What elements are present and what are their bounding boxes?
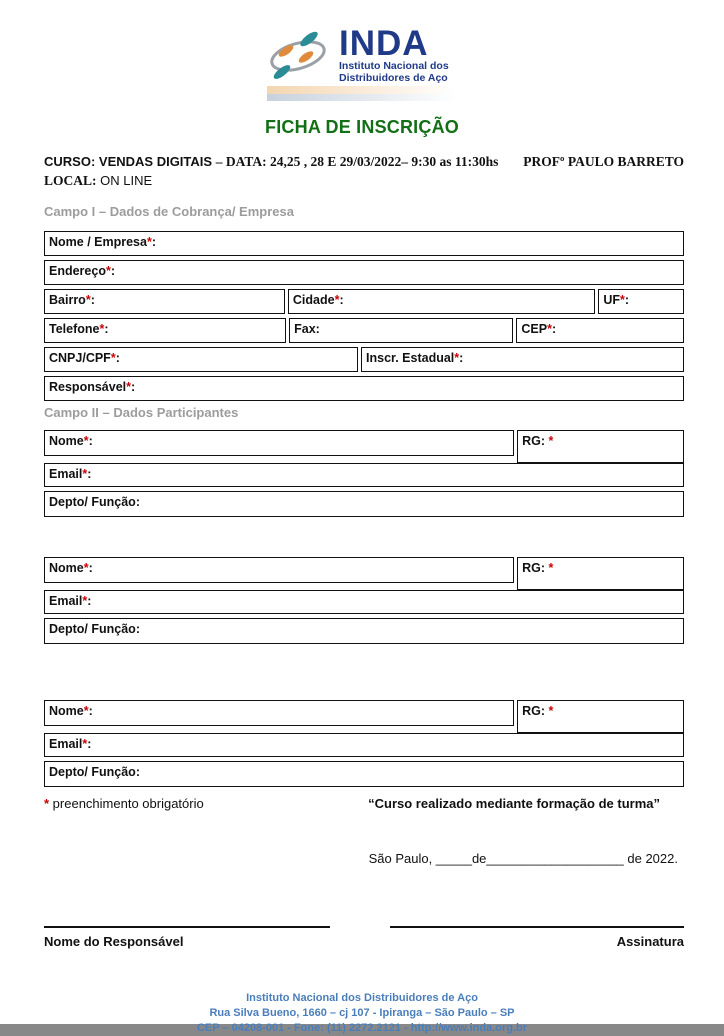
field-nome: Nome*: [44,430,514,456]
required-asterisk: * [548,561,554,575]
field-cidade: Cidade*: [288,289,595,314]
logo-text [339,24,449,84]
signature-labels [44,934,684,949]
table-row [44,347,684,372]
campo2-header: Campo II – Dados Participantes [44,405,239,420]
field-nome: Nome*: [44,557,514,583]
required-asterisk: * [110,351,116,365]
table-row [44,761,684,787]
required-asterisk: * [146,235,152,249]
campo1-table [44,231,684,401]
professor-name: PROFº PAULO BARRETO [523,154,684,169]
footnote-row [44,796,660,811]
table-row [44,590,684,614]
field-nome: Nome*: [44,700,514,726]
field-endereco: Endereço*: [44,260,684,285]
required-asterisk: * [334,293,340,307]
field-cep: CEP*: [516,318,684,343]
table-row [44,260,684,285]
required-note: * preenchimento obrigatório [44,796,204,811]
required-asterisk: * [82,737,88,751]
participant-block [44,430,684,517]
field-email: Email*: [44,463,684,487]
signature-label-right: Assinatura [616,934,684,949]
footer-line-2: Rua Silva Bueno, 1660 – cj 107 - Ipiranga – São Paulo – SP [209,1007,515,1019]
table-row [44,231,684,256]
required-asterisk: * [82,594,88,608]
course-info [44,152,684,191]
table-row [44,557,684,583]
required-asterisk: * [44,796,50,811]
field-bairro: Bairro*: [44,289,285,314]
table-row [44,618,684,644]
participant-block [44,700,684,787]
field-responsavel: Responsável*: [44,376,684,401]
inda-logo-icon [267,29,331,83]
field-fax: Fax: [289,318,513,343]
field-telefone: Telefone*: [44,318,286,343]
required-asterisk: * [83,561,89,575]
required-asterisk: * [83,704,89,718]
field-email: Email*: [44,590,684,614]
field-inscr-estadual: Inscr. Estadual*: [361,347,684,372]
field-cnpj-cpf: CNPJ/CPF*: [44,347,358,372]
table-row [44,733,684,757]
table-row [44,318,684,343]
table-row [44,430,684,456]
table-row [44,700,684,726]
required-asterisk: * [454,351,460,365]
field-email: Email*: [44,733,684,757]
field-depto-funcao: Depto/ Função: [44,761,684,787]
footer-line-3: CEP – 04208-001 - Fone: (11) 2272.2121 - http://www.inda.org.br [196,1022,528,1034]
field-uf: UF*: [598,289,684,314]
campo1-header: Campo I – Dados de Cobrança/ Empresa [44,204,294,219]
required-asterisk: * [620,293,625,307]
table-row [44,376,684,401]
table-row [44,491,684,517]
logo-name: INDA [339,24,429,63]
field-rg: RG: * [517,700,684,733]
required-asterisk: * [105,264,111,278]
field-depto-funcao: Depto/ Função: [44,618,684,644]
required-asterisk: * [548,704,554,718]
local-value: ON LINE [100,173,153,188]
inda-logo [267,24,457,101]
date-line: São Paulo, _____de___________________ de 2022. [368,851,678,866]
required-asterisk: * [82,467,88,481]
table-row [44,289,684,314]
curso-label: CURSO: [44,154,96,169]
curso-value: VENDAS DIGITAIS [98,154,213,169]
required-asterisk: * [85,293,91,307]
required-asterisk: * [99,322,105,336]
required-asterisk: * [548,434,554,448]
local-label: LOCAL: [44,173,97,188]
participant-block [44,557,684,644]
course-left [44,152,498,171]
signature-line-name [44,926,330,928]
field-rg: RG: * [517,557,684,590]
signature-label-left: Nome do Responsável [44,934,184,949]
required-asterisk: * [83,434,89,448]
required-asterisk: * [126,380,131,394]
institute-footer [0,991,724,1036]
logo-gradient-bar [267,86,457,101]
course-date: – DATA: 24,25 , 28 E 29/03/2022– 9:30 as 11:30hs [215,154,499,169]
field-rg: RG: * [517,430,684,463]
course-condition-quote: “Curso realizado mediante formação de turma” [368,796,660,811]
table-row [44,463,684,487]
logo-subtitle-line2: Distribuidores de Aço [339,72,448,84]
required-asterisk: * [547,322,552,336]
field-nome-empresa: Nome / Empresa*: [44,231,684,256]
field-depto-funcao: Depto/ Função: [44,491,684,517]
footer-line-1: Instituto Nacional dos Distribuidores de Aço [246,992,478,1004]
header [0,24,724,101]
page-title: FICHA DE INSCRIÇÃO [265,117,459,137]
signature-lines [44,926,684,928]
logo-subtitle-line1: Instituto Nacional dos [339,60,449,72]
signature-line-signature [390,926,684,928]
